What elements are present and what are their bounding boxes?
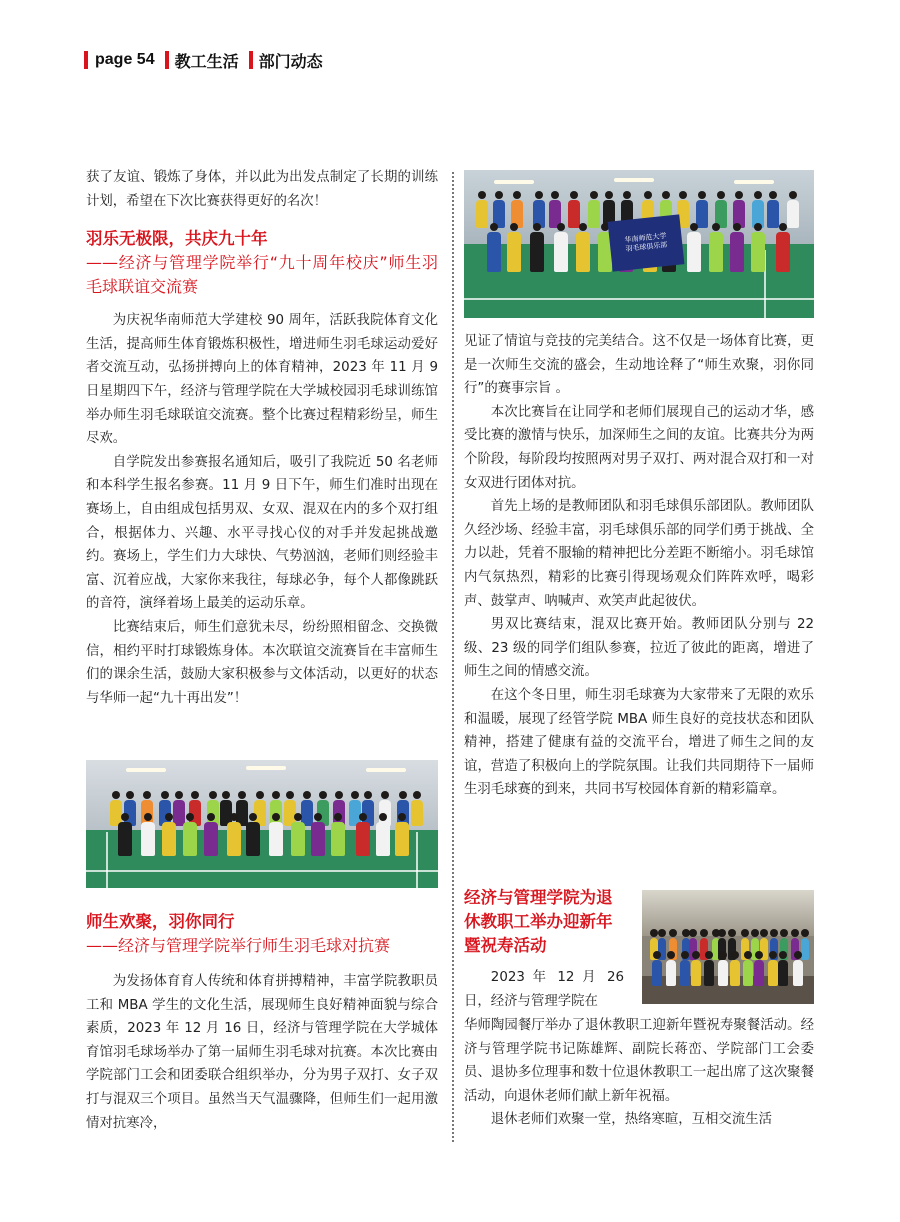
person-head [718,929,726,937]
person-head [669,929,677,937]
person-head [690,223,698,231]
person-head [222,791,230,799]
banner-text: 华南师范大学 [624,231,667,245]
person-head [700,929,708,937]
section-name: 教工生活 [174,53,239,71]
person-head [658,929,666,937]
person-head [754,191,762,199]
person-head [570,191,578,199]
person-figure [680,960,690,986]
person-head [551,191,559,199]
column-divider [452,172,454,1142]
person-figure [704,960,714,986]
person-figure [487,232,501,272]
article1-paragraph: 比赛结束后，师生们意犹未尽，纷纷照相留念、交换微信，相约平时打球锻炼身体。本次联谊交流赛旨在丰富师生们的课余生活，鼓励大家积极参与文体活动，以更好的状态与华师一起“九十再出发”！ [86,619,438,706]
person-head [590,191,598,199]
person-head [294,813,302,821]
person-head [623,191,631,199]
person-head [689,929,697,937]
person-head [698,191,706,199]
person-figure [652,960,662,986]
person-figure [554,232,568,272]
person-head [144,813,152,821]
person-head [717,191,725,199]
person-figure [718,960,728,986]
person-head [754,223,762,231]
person-figure [476,200,488,228]
intro-paragraph: 获了友谊、锻炼了身体，并以此为出发点制定了长期的训练计划，希望在下次比赛获得更好的名次！ [86,170,438,209]
header-marker [249,51,253,69]
person-head [314,813,322,821]
person-head [769,951,777,959]
person-figure [118,822,132,856]
article3-title: 经济与管理学院为退休教职工举办迎新年暨祝寿活动 [464,888,613,955]
person-figure [411,800,423,826]
subsection-name: 部门动态 [258,53,323,71]
article2-paragraph: 首先上场的是教师团队和羽毛球俱乐部团队。教师团队久经沙场、经验丰富，羽毛球俱乐部的同学们勇于挑战、全力以赴，凭着不服输的精神把比分差距不断缩小。羽毛球馆内气氛热烈，精彩的比赛引得现场观众们阵阵欢呼，喝彩声、鼓掌声、呐喊声、欢笑声此起彼伏。 [464,499,814,609]
person-figure [754,960,764,986]
person-figure [162,822,176,856]
photo-badminton-group-1 [86,760,438,888]
person-figure [666,960,676,986]
person-head [731,951,739,959]
person-head [760,929,768,937]
header-marker [84,51,88,69]
person-head [779,223,787,231]
person-figure [356,822,370,856]
person-head [605,191,613,199]
person-head [667,951,675,959]
person-head [650,929,658,937]
person-figure [183,822,197,856]
left-column-bottom [86,910,438,1135]
article3-body [464,1014,814,1132]
person-head [143,791,151,799]
page-number: page 54 [95,51,155,68]
article3-paragraph: 华师陶园餐厅举办了退休教职工迎新年暨祝寿聚餐活动。经济与管理学院书记陈雄辉、副院长蒋峦、学院部门工会委员、退协多位理事和数十位退休教职工一起出席了这次聚餐活动，向退休老师们献上新年祝福。 [464,1018,814,1104]
article2-paragraph: 为发扬体育育人传统和体育拼搏精神，丰富学院教职员工和 MBA 学生的文化生活，展现师生良好精神面貌与综合素质，2023 年 12 月 16 日，经济与管理学院在大学城体育馆羽毛球场举办了第一届师生羽毛球对抗赛。本次比赛由学院部门工会和团委联合组织举办，分为男子双打、女子双打与混双三个项目。虽然当天气温骤降，但师生们一起用激情对抗寒冷， [86,974,438,1131]
person-head [794,951,802,959]
article1-subtitle: ——经济与管理学院举行“九十周年校庆”师生羽毛球联谊交流赛 [86,253,438,297]
person-figure [291,822,305,856]
person-figure [768,960,778,986]
page-header [84,48,327,72]
person-head [121,813,129,821]
article2-paragraph: 在这个冬日里，师生羽毛球赛为大家带来了无限的欢乐和温暖，展现了经管学院 MBA 师生良好的竞技状态和团队精神，搭建了健康有益的交流平台，增进了师生之间的友谊，营造了积极向上的学院氛围。让我们共同期待下一届师生羽毛球赛的到来，共同书写校园体育新的精彩篇章。 [464,687,814,798]
person-head [478,191,486,199]
person-head [175,791,183,799]
person-figure [793,960,803,986]
person-figure [311,822,325,856]
person-head [801,929,809,937]
person-figure [331,822,345,856]
person-figure [269,822,283,856]
person-head [359,813,367,821]
person-head [741,929,749,937]
person-head [249,813,257,821]
person-head [789,191,797,199]
person-figure [227,822,241,856]
right-column-text [464,330,814,802]
person-head [209,791,217,799]
person-figure [576,232,590,272]
article2-paragraph: 本次比赛旨在让同学和老师们展现自己的运动才华，感受比赛的激情与快乐，加深师生之间的友谊。比赛共分为两个阶段，每阶段均按照两对男子双打、两对混合双打和一对女双进行团体对抗。 [464,404,814,491]
person-figure [776,232,790,272]
person-head [644,191,652,199]
article1-paragraph: 自学院发出参赛报名通知后，吸引了我院近 50 名老师和本科学生报名参赛。11 月 9 日下午，师生们准时出现在赛场上，自由组成包括男双、女双、混双在内的多个双打组合，根据体力、兴趣、水平寻找心仪的对手并发起挑战邀约。赛场上，学生们力大球快、气势汹汹，老师们则经验丰富、沉着应战，大家你来我往，每球必争，每个人都像跳跃的音符，演绎着场上最美的运动乐章。 [86,454,438,612]
person-head [733,223,741,231]
person-figure [246,822,260,856]
person-figure [751,232,765,272]
person-head [751,929,759,937]
person-figure [507,232,521,272]
person-head [303,791,311,799]
person-figure [801,938,809,960]
person-figure [743,960,753,986]
person-figure [395,822,409,856]
person-figure [787,200,799,228]
article1-paragraph: 为庆祝华南师范大学建校 90 周年，活跃我院体育文化生活，提高师生体育锻炼积极性，增进师生羽毛球运动爱好者交流互动，弘扬拼搏向上的体育精神，2023 年 11 月 9 日星期四下午，经济与管理学院在大学城校园羽毛球训练馆举办师生羽毛球联谊交流赛。整个比赛过程精彩纷呈，师生尽欢。 [86,313,438,447]
person-head [744,951,752,959]
person-head [780,929,788,937]
person-figure [530,232,544,272]
person-figure [730,232,744,272]
person-figure [376,822,390,856]
person-head [272,791,280,799]
photo-retirees-gathering [642,890,814,1004]
person-head [770,929,778,937]
person-head [207,813,215,821]
article2-title: 师生欢聚，羽你同行 [86,912,235,931]
person-figure [568,200,580,228]
person-head [579,223,587,231]
person-head [728,929,736,937]
club-banner [608,214,685,271]
person-figure [709,232,723,272]
person-figure [687,232,701,272]
person-head [230,813,238,821]
person-head [791,929,799,937]
article1-title: 羽乐无极限，共庆九十年 [86,229,268,249]
header-marker [165,51,169,69]
person-head [557,223,565,231]
person-head [692,951,700,959]
person-head [256,791,264,799]
person-figure [778,960,788,986]
article3-paragraph: 退休老师们欢聚一堂，热络寒暄，互相交流生活 [490,1112,772,1128]
article3-lead-block [464,966,624,1013]
person-figure [730,960,740,986]
person-figure [204,822,218,856]
person-figure [696,200,708,228]
article2-continued: 见证了情谊与竞技的完美结合。这不仅是一场体育比赛，更是一次师生交流的盛会，生动地诠释了“师生欢聚，羽你同行”的赛事宗旨 。 [464,334,814,397]
article2-paragraph: 男双比赛结束，混双比赛开始。教师团队分别与 22 级、23 级的同学们组队参赛，拉近了彼此的距离，增进了师生之间的情感交流。 [464,617,814,680]
banner-text: 羽毛球俱乐部 [625,240,668,254]
person-figure [141,822,155,856]
person-head [490,223,498,231]
person-head [705,951,713,959]
article2-subtitle: ——经济与管理学院举行师生羽毛球对抗赛 [86,936,391,955]
person-figure [691,960,701,986]
person-figure [588,200,600,228]
person-head [238,791,246,799]
person-figure [767,200,779,228]
person-head [495,191,503,199]
person-head [712,223,720,231]
person-head [755,951,763,959]
person-head [112,791,120,799]
person-head [535,191,543,199]
article3-lead: 2023 年 12 月 26 日，经济与管理学院在 [464,970,624,1009]
person-head [681,951,689,959]
left-column-top [86,166,438,710]
